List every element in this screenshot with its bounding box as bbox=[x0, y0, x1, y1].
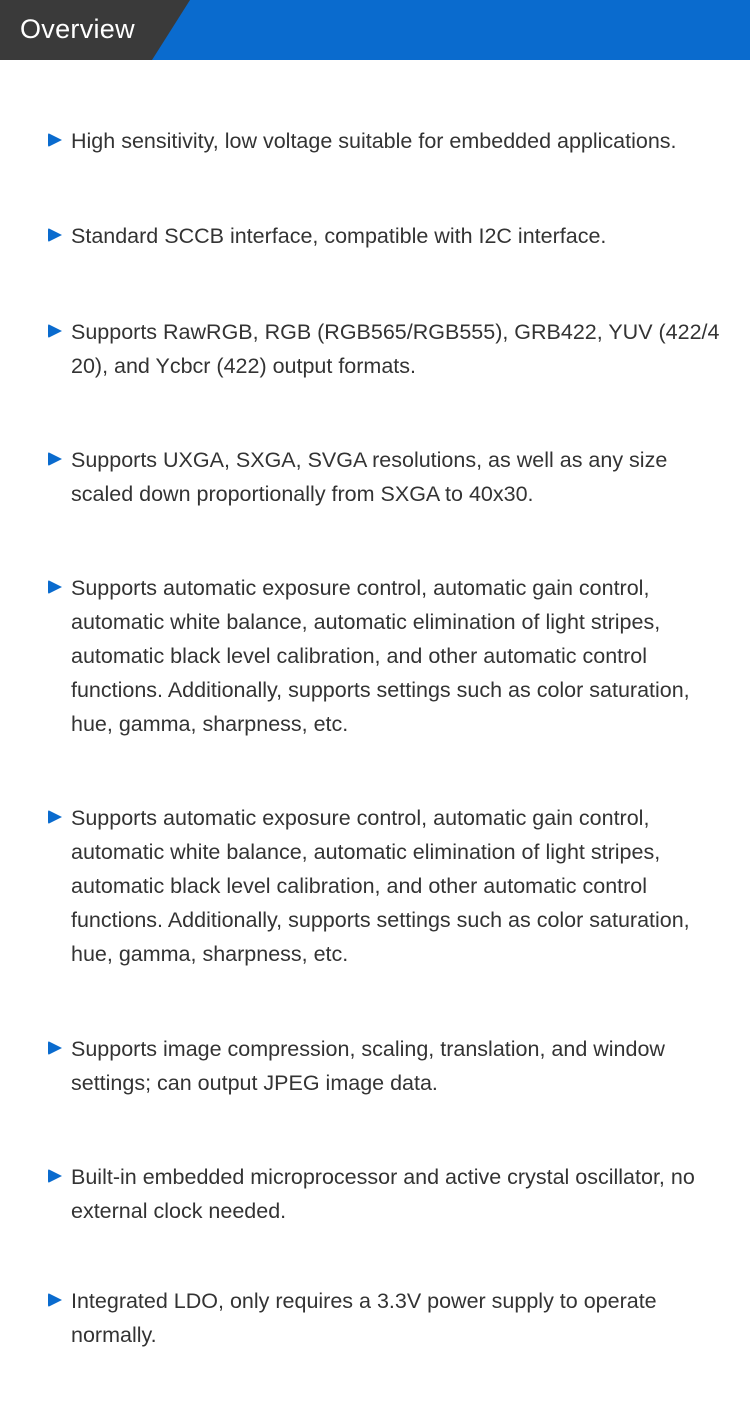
feature-item bbox=[48, 315, 738, 383]
feature-text: Integrated LDO, only requires a 3.3V power supply to operate normally. bbox=[71, 1289, 657, 1347]
feature-text: Supports image compression, scaling, translation, and window settings; can output JPEG image data. bbox=[71, 1037, 665, 1095]
triangle-bullet-icon bbox=[48, 1041, 62, 1055]
feature-item bbox=[48, 443, 738, 511]
feature-item bbox=[48, 1160, 738, 1228]
feature-item bbox=[48, 801, 738, 971]
feature-text: Supports UXGA, SXGA, SVGA resolutions, as well as any size scaled down proportionally from SXGA to 40x30. bbox=[71, 448, 668, 506]
triangle-bullet-icon bbox=[48, 228, 62, 242]
triangle-bullet-icon bbox=[48, 452, 62, 466]
feature-text: Built-in embedded microprocessor and active crystal oscillator, no external clock needed. bbox=[71, 1165, 695, 1223]
triangle-bullet-icon bbox=[48, 810, 62, 824]
feature-text: Supports automatic exposure control, automatic gain control, automatic white balance, automatic elimination of light stripes, automatic black level calibration, and other automatic control functions. Additionally, supports settings such as color saturation, hue, gamma, sharpness, etc. bbox=[71, 576, 690, 736]
feature-item bbox=[48, 219, 738, 253]
feature-item bbox=[48, 1032, 738, 1100]
feature-text: Supports RawRGB, RGB (RGB565/RGB555), GRB422, YUV (422/4 20), and Ycbcr (422) output formats. bbox=[71, 320, 720, 378]
triangle-bullet-icon bbox=[48, 580, 62, 594]
section-title: Overview bbox=[20, 14, 135, 44]
feature-text: High sensitivity, low voltage suitable for embedded applications. bbox=[71, 129, 677, 153]
feature-item bbox=[48, 1284, 738, 1352]
triangle-bullet-icon bbox=[48, 324, 62, 338]
triangle-bullet-icon bbox=[48, 1293, 62, 1307]
triangle-bullet-icon bbox=[48, 1169, 62, 1183]
feature-item bbox=[48, 571, 738, 741]
feature-text: Supports automatic exposure control, automatic gain control, automatic white balance, automatic elimination of light stripes, automatic black level calibration, and other automatic control functions. Additionally, supports settings such as color saturation, hue, gamma, sharpness, etc. bbox=[71, 806, 690, 966]
triangle-bullet-icon bbox=[48, 133, 62, 147]
feature-item bbox=[48, 124, 738, 158]
feature-text: Standard SCCB interface, compatible with I2C interface. bbox=[71, 224, 607, 248]
